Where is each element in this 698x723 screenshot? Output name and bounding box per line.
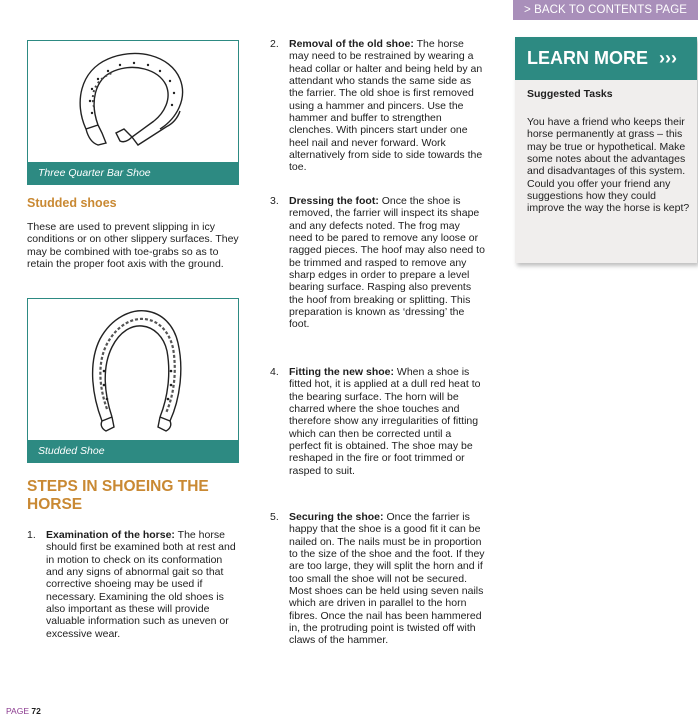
back-to-contents-button[interactable]: > BACK TO CONTENTS PAGE — [513, 0, 698, 20]
steps-section-heading: STEPS IN SHOEING THE HORSE — [27, 478, 209, 513]
studded-shoes-heading: Studded shoes — [27, 196, 117, 210]
step-title: Fitting the new shoe: — [289, 366, 394, 378]
page-number-value: 72 — [31, 706, 41, 716]
three-quarter-bar-shoe-figure — [27, 40, 239, 185]
page-label: PAGE — [6, 706, 29, 716]
three-quarter-bar-shoe-illustration — [28, 41, 238, 163]
step-text: The horse may need to be restrained by wearing a head collar or halter and being held by an attendant who stands the same side as the farrier. The old shoe is first removed using a hammer and pincers. Use the hammer and buffer to strengthen clenches. With pincers start under one heel nail and never forward. Work alternatively from side to side towards the toe. — [289, 38, 483, 174]
step-number: 5. — [270, 511, 279, 523]
step-number: 4. — [270, 366, 279, 378]
suggested-tasks-text: You have a friend who keeps their horse permanently at grass – this may be true or hypothetical. Make some notes about the advantages and disadvantages of this system. Could you offer your friend any suggestions how they could improve the way the horse is kept? — [527, 116, 690, 215]
step-number: 3. — [270, 195, 279, 207]
step-title: Dressing the foot: — [289, 195, 379, 207]
step-text: The horse should first be examined both at rest and in motion to check on its conformation and any signs of abnormal gait so that corrective shoeing may be used if necessary. Examining the old shoes is also important as these will provide valuable information such as uneven or excessive wear. — [46, 529, 236, 640]
step-number: 1. — [27, 529, 36, 541]
studded-shoe-figure — [27, 298, 239, 463]
learn-more-heading[interactable] — [515, 37, 697, 80]
step-title: Examination of the horse: — [46, 529, 175, 541]
step-title: Securing the shoe: — [289, 511, 384, 523]
step-text: Once the farrier is happy that the shoe is a good fit it can be nailed on. The nails must be in proportion to the size of the shoe and the foot. If they are too large, they will split the horn and if too small the shoe will not be secured. Most shoes can be held using seven nails which are driven in parallel to the horn fibres. Once the nail has been hammered in, the protruding point is twisted off with claws of the hammer. — [289, 511, 485, 647]
studded-shoes-text: These are used to prevent slipping in icy conditions or on other slippery surfaces. They may be combined with toe-grabs so as to retain the proper foot axis with the ground. — [27, 221, 239, 271]
learn-more-panel — [515, 37, 697, 263]
figure-caption: Three Quarter Bar Shoe — [28, 162, 238, 184]
suggested-tasks-heading: Suggested Tasks — [527, 88, 613, 100]
step-text: When a shoe is fitted hot, it is applied at a dull red heat to the bearing surface. The horn will be charred where the shoe touches and therefore show any irregularities of fitting which can then be corrected until a perfect fit is obtained. The shoe may be reshaped in the fire or foot trimmed or rasped to suit. — [289, 366, 481, 477]
learn-more-label: LEARN MORE — [527, 48, 648, 68]
figure-caption: Studded Shoe — [28, 440, 238, 462]
studded-shoe-illustration — [28, 299, 238, 441]
chevron-right-icon: ››› — [659, 48, 677, 68]
step-title: Removal of the old shoe: — [289, 38, 414, 50]
step-text: Once the shoe is removed, the farrier will inspect its shape and any defects noted. The frog may need to be pared to remove any loose or ragged pieces. The hoof may also need to be trimmed and rasped to remove any sharp edges in order to prepare a level bearing surface. Rasping also prevents the hoof from breaking or splitting. This preparation is known as ‘dressing’ the foot. — [289, 195, 485, 331]
page-number — [6, 706, 41, 716]
step-number: 2. — [270, 38, 279, 50]
